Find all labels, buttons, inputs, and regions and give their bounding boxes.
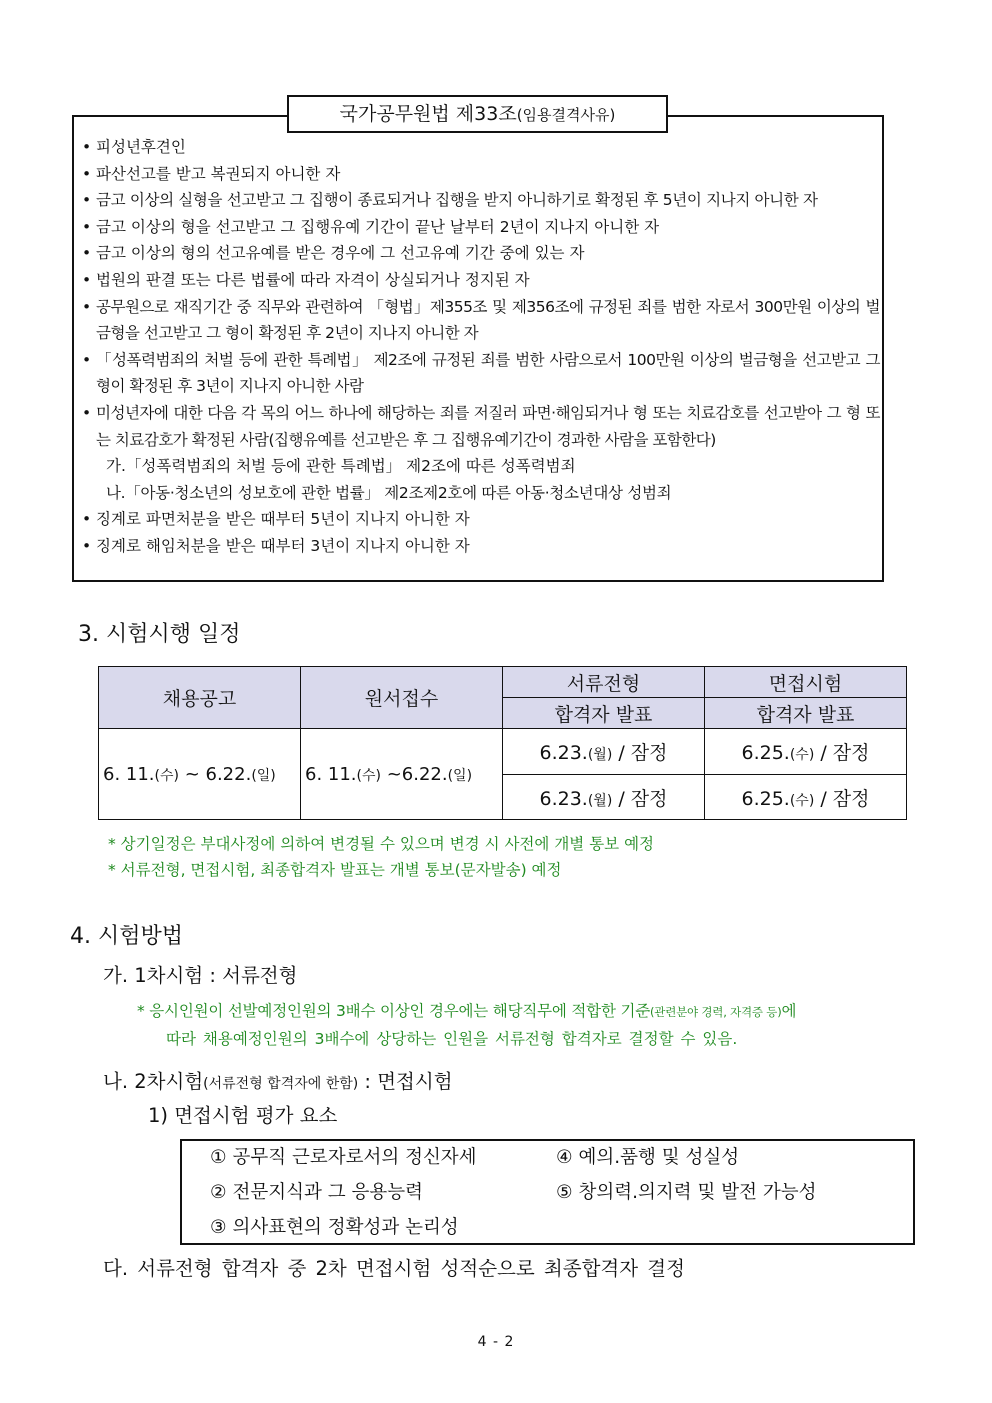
list-item: • 금고 이상의 형의 선고유예를 받은 경우에 그 선고유예 기간 중에 있는 자	[82, 244, 585, 263]
schedule-table	[98, 666, 907, 820]
schedule-note: * 서류전형, 면접시험, 최종합격자 발표는 개별 통보(문자발송) 예정	[108, 861, 562, 879]
interview-result-date: 6.25.(수) / 잠정	[705, 729, 907, 775]
list-item: • 징계로 해임처분을 받은 때부터 3년이 지나지 아니한 자	[82, 536, 470, 555]
list-sub-item: 가.「성폭력범죄의 처벌 등에 관한 특례법」 제2조에 따른 성폭력범죄	[106, 457, 576, 476]
application-period: 6. 11.(수) ~6.22.(일)	[301, 729, 503, 820]
method-heading: 4. 시험방법	[70, 924, 183, 949]
header-document-screening: 서류전형	[503, 667, 705, 698]
eval-item: ⑤ 창의력.의지력 및 발전 가능성	[556, 1182, 817, 1203]
list-item: • 「성폭력범죄의 처벌 등에 관한 특례법」 제2조에 규정된 죄를 범한 사람으로서 100만원 이상의 벌금형을 선고받고 그 형이 확정된 후 3년이 지나지 아니한 사람	[82, 350, 880, 396]
announcement-period: 6. 11.(수) ~ 6.22.(일)	[99, 729, 301, 820]
eval-item: ② 전문지식과 그 응용능력	[210, 1182, 423, 1203]
eval-item: ③ 의사표현의 정확성과 논리성	[210, 1217, 459, 1238]
second-exam: 나. 2차시험(서류전형 합격자에 한함) : 면접시험	[103, 1070, 453, 1093]
list-item: • 피성년후견인	[82, 138, 186, 156]
first-exam-note: * 응시인원이 선발예정인원의 3배수 이상인 경우에는 해당직무에 적합한 기준(관련분야 경력, 자격증 등)에	[137, 1002, 797, 1020]
disqualification-list	[80, 134, 880, 560]
first-exam-note-cont: 따라 채용예정인원의 3배수에 상당하는 인원을 서류전형 합격자로 결정할 수 있음.	[166, 1030, 738, 1048]
header-announcement: 채용공고	[99, 667, 301, 729]
eval-item: ④ 예의.품행 및 성실성	[556, 1147, 740, 1168]
header-interview-result: 합격자 발표	[705, 698, 907, 729]
final-decision: 다. 서류전형 합격자 중 2차 면접시험 성적순으로 최종합격자 결정	[103, 1257, 685, 1280]
header-application: 원서접수	[301, 667, 503, 729]
schedule-note: * 상기일정은 부대사정에 의하여 변경될 수 있으며 변경 시 사전에 개별 통보 예정	[108, 835, 655, 853]
list-item: • 공무원으로 재직기간 중 직무와 관련하여 「형법」제355조 및 제356조에 규정된 죄를 범한 자로서 300만원 이상의 벌금형을 선고받고 그 형이 확정된 후 2년이 지나지 아니한 자	[82, 297, 880, 343]
list-item: • 금고 이상의 실형을 선고받고 그 집행이 종료되거나 집행을 받지 아니하기로 확정된 후 5년이 지나지 아니한 자	[82, 191, 818, 210]
list-item: • 금고 이상의 형을 선고받고 그 집행유예 기간이 끝난 날부터 2년이 지나지 아니한 자	[82, 217, 660, 236]
interview-result-date: 6.25.(수) / 잠정	[705, 775, 907, 820]
list-item: • 파산선고를 받고 복권되지 아니한 자	[82, 164, 341, 183]
list-item: • 징계로 파면처분을 받은 때부터 5년이 지나지 아니한 자	[82, 510, 470, 529]
eval-heading: 1) 면접시험 평가 요소	[148, 1104, 338, 1127]
disqualification-title: 국가공무원법 제33조(임용결격사유)	[287, 95, 668, 133]
header-document-result: 합격자 발표	[503, 698, 705, 729]
page-number: 4 - 2	[477, 1334, 515, 1350]
document-result-date: 6.23.(월) / 잠정	[503, 775, 705, 820]
eval-item: ① 공무직 근로자로서의 정신자세	[210, 1147, 477, 1168]
list-sub-item: 나.「아동·청소년의 성보호에 관한 법률」 제2조제2호에 따른 아동·청소년대상 성범죄	[106, 483, 672, 502]
document-result-date: 6.23.(월) / 잠정	[503, 729, 705, 775]
first-exam: 가. 1차시험 : 서류전형	[103, 964, 298, 987]
schedule-heading: 3. 시험시행 일정	[78, 622, 241, 647]
eval-factors-box	[180, 1139, 915, 1245]
header-interview: 면접시험	[705, 667, 907, 698]
list-item: • 법원의 판결 또는 다른 법률에 따라 자격이 상실되거나 정지된 자	[82, 270, 530, 289]
list-item: • 미성년자에 대한 다음 각 목의 어느 하나에 해당하는 죄를 저질러 파면·해임되거나 형 또는 치료감호를 선고받아 그 형 또는 치료감호가 확정된 사람(집행유예를 선고받은 후 그 집행유예기간이 경과한 사람을 포함한다)	[82, 403, 880, 449]
